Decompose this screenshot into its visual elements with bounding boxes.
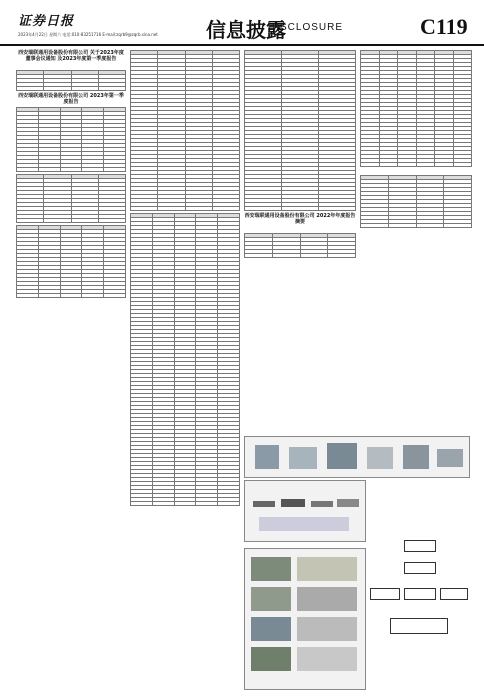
notice-title-3: 西安瑞联通用设备股份有限公司 2022年年度报告摘要 bbox=[244, 213, 356, 225]
column-2 bbox=[130, 48, 240, 692]
newspaper-logo: 证券日报 bbox=[18, 14, 75, 29]
data-table bbox=[16, 70, 126, 91]
notice-title: 西安瑞联通用设备股份有限公司 关于2023年度董事会议通知 及2023年度第一季度报告 bbox=[18, 50, 124, 62]
org-chart-node bbox=[404, 540, 436, 552]
section-title: 信息披露 bbox=[206, 18, 286, 42]
org-chart-node bbox=[404, 588, 436, 600]
data-table bbox=[130, 213, 240, 506]
component-photo bbox=[244, 480, 366, 542]
notice-title-2: 西安瑞联通用设备股份有限公司 2023年第一季度报告 bbox=[18, 93, 124, 105]
data-table bbox=[360, 50, 472, 167]
org-chart-node bbox=[390, 618, 448, 634]
org-chart bbox=[370, 540, 466, 650]
org-chart-node bbox=[404, 562, 436, 574]
data-table bbox=[16, 225, 126, 298]
body-text bbox=[244, 260, 356, 264]
data-table bbox=[16, 174, 126, 223]
column-1 bbox=[16, 48, 126, 692]
data-table bbox=[130, 50, 240, 211]
org-chart-node bbox=[370, 588, 400, 600]
org-chart-node bbox=[440, 588, 468, 600]
body-text bbox=[16, 64, 126, 68]
body-text bbox=[360, 169, 472, 173]
data-table bbox=[360, 175, 472, 228]
section-title-en: DISCLOSURE bbox=[268, 22, 344, 33]
page-number: C119 bbox=[420, 14, 468, 39]
data-table bbox=[244, 233, 356, 258]
product-gallery bbox=[244, 548, 366, 690]
body-text bbox=[244, 227, 356, 231]
data-table bbox=[244, 50, 356, 211]
masthead-meta: 2023年4月22日 星期六 电话:010-83251716 E-mail:zqrb9@zqrb.sina.net bbox=[18, 32, 158, 37]
data-table bbox=[16, 107, 126, 172]
masthead bbox=[0, 0, 484, 46]
